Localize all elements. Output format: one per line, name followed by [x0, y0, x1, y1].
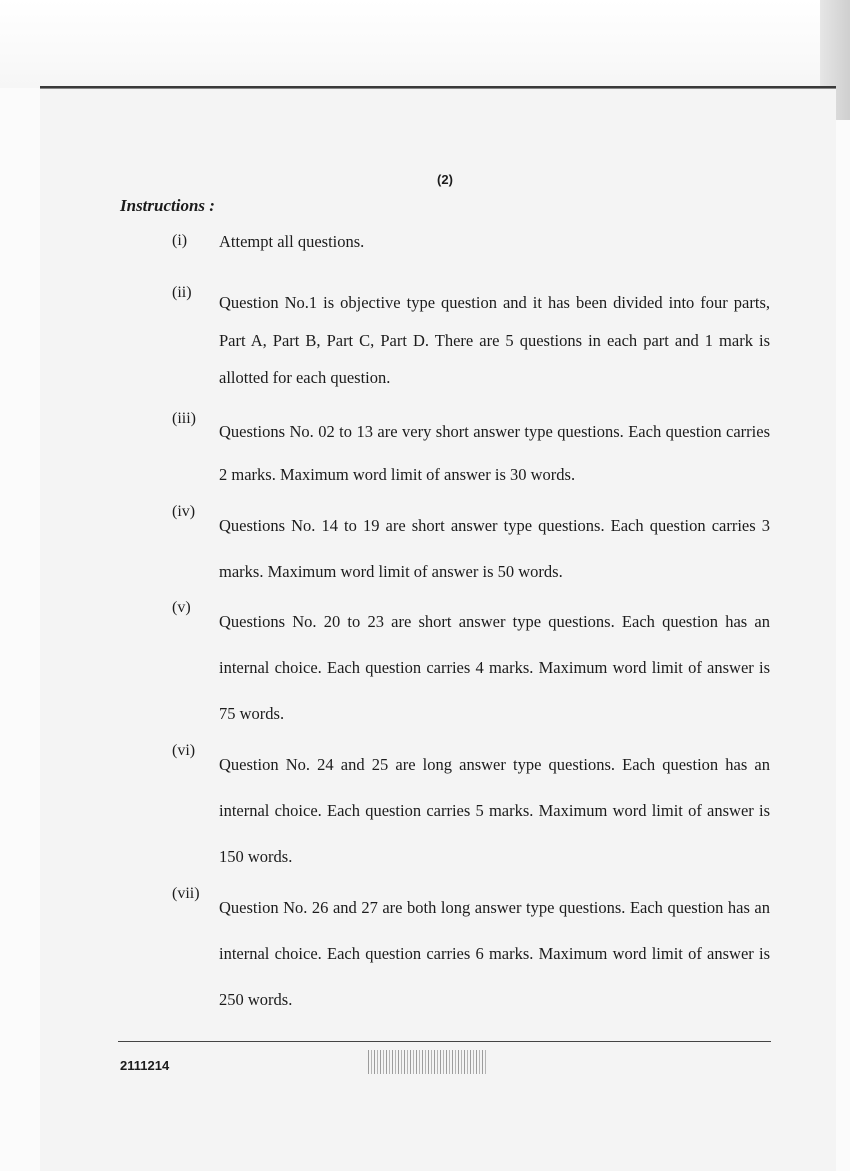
instruction-text: Questions No. 20 to 23 are short answer type questions. Each question has an internal choice. Each question carries 4 marks. Maximum word limit of answer is 75 words.: [219, 612, 770, 723]
instruction-text: Question No. 24 and 25 are long answer type questions. Each question has an internal choice. Each question carries 5 marks. Maximum word limit of answer is 150 words.: [219, 755, 770, 866]
instruction-number: (iv): [172, 503, 196, 520]
instruction-number: (i): [172, 232, 188, 249]
instruction-text: Question No. 26 and 27 are both long answer type questions. Each question has an internal choice. Each question carries 6 marks. Maximum word limit of answer is 250 words.: [219, 898, 770, 1009]
paper-code: 2111214: [120, 1058, 170, 1073]
instruction-text: Question No.1 is objective type question and it has been divided into four parts, Part A, Part B, Part C, Part D. There are 5 questions in each part and 1 mark is allotted for each question.: [219, 293, 770, 387]
instruction-number: (vi): [172, 742, 196, 759]
instruction-number: (iii): [172, 410, 196, 427]
instruction-number: (v): [172, 599, 191, 616]
instruction-number: (vii): [172, 885, 200, 902]
instructions-heading: Instructions :: [120, 196, 215, 215]
page-number: (2): [437, 172, 453, 187]
instruction-number: (ii): [172, 284, 192, 301]
instruction-text: Questions No. 02 to 13 are very short answer type questions. Each question carries 2 marks. Maximum word limit of answer is 30 words.: [219, 422, 770, 484]
instruction-text: Attempt all questions.: [219, 232, 365, 251]
barcode-image: [368, 1050, 486, 1074]
instruction-text: Questions No. 14 to 19 are short answer type questions. Each question carries 3 marks. Maximum word limit of answer is 50 words.: [219, 516, 770, 581]
footer-rule: [118, 1041, 771, 1042]
scan-background: [0, 0, 850, 88]
